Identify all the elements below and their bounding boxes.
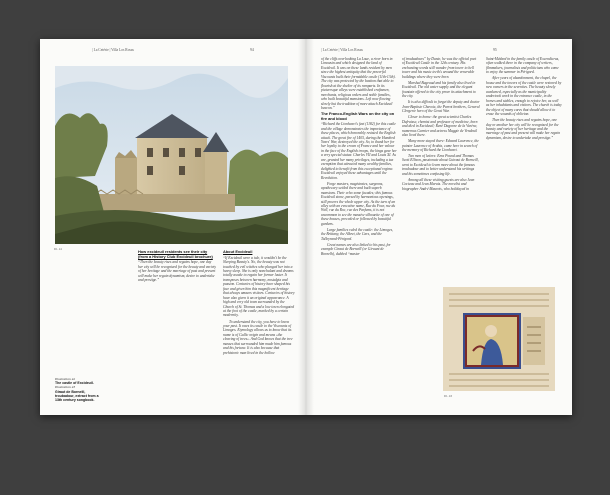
photo-caption: Ill. 41 [54, 247, 63, 251]
rcol2-paragraph-7: Among all these visiting guests are also Jean Cocteau and Jean Marais. The novelist and biographer André Maurois, who holidayed in [402, 177, 475, 191]
right-running-header: | La Cetérie | Villa Los Rosas [321, 48, 363, 52]
rcol1-paragraph-3: Forge masters, magistrates, surgeons, apothecary settled there and built superb mansions. Their echo some facades; this famous Excideuil stone, parsed by harmonious openings, still powers the whole upper city. As the turn of an alley with an evocative name, Rue du Four, rue du Well, rue du Roc, rue des Parfums, it is not uncommon to see the massive silhouette of one of these houses, preceded or followed by beautiful gardens. [321, 181, 396, 226]
left-page-number: 94 [250, 48, 254, 52]
col1-heading: How excideuil residents see their city (from a History Club Excideuil brochure) [138, 249, 213, 259]
rcol2-paragraph-4: Closer to home: the great scientist Charles Dufraisse, chemist and professor of medicine, born and died in Excideuil; René Dagorne de la Varène, numerous Garnier and actress Maggie de Vendeuil also lived there. [402, 115, 478, 138]
illustration-sidebar [55, 377, 99, 402]
rcol1-paragraph-1: of the cliffs overlooking La Loue, a river born in Limousin and which designed the land of Excideuil. It was on these lands resident by men since the highest antiquity that the powerful Viscounts built their formidable castle (11th-13th). The city was protected by the bastion that able to flourish at the shelter of its ramparts. In its picturesque alleys were established craftsmen, merchants, religious orders and noble families, who built beautiful mansions. Left now flowing slowly but the tradition of more attach Excideuil beacon.” [321, 57, 396, 110]
rcol2-paragraph-3: It is also difficult to forget the deputy and doctor Jean-Baptiste Chavoix, the Parrot brothers, General Clergerie hero of the Great War. [402, 100, 480, 114]
castle-photo-graphic [55, 66, 288, 244]
col2-paragraph-1: “If Excideuil were a tale, it wouldn't be the Sleeping Beauty's. No, the beauty was not touched by evil witches who plunged her into a heavy sleep. She is only nonchalant and dreams totally awake to regain her former luster. It transposes between harmony, nostalgia and passion. Centuries of history have shaped his face and given him this magnificent heritage that always amazes visitors. Centuries of history have also given it an original appearance. A high and very old town surrounded by the Church of St. Thomas and a low town elongated at the foot of the castle, marked by a certain modernity. [223, 255, 295, 318]
left-running-header: | La Cetérie | Villa Los Rosas [92, 48, 134, 52]
rcol2-paragraph-6: Two men of letters: Ezra Pound and Thomas Scott Ellison, passionate about Guiraut de Borneill, went to Excideuil to learn more about the famous troubadour and to better understand his writings and his sometimes confusing life. [402, 154, 479, 176]
manuscript-miniature-graphic [443, 287, 555, 391]
rcol3-paragraph-2: After years of abandonment, the chapel, the house and the towers of the castle were restored by new owners in the seventies. The beauty slowly awakened, especially as the municipality undertook work in the entrance castle, in the horses and stables, enough to rejoice her, as well as her inhabitants and visitors. The church is today the object of many cares that should allow it to erase the wounds of oblivion. [486, 76, 562, 117]
rcol2-paragraph-5: Many more stayed there: Edward Lawrence, the painter Laurence of Arabia, came here in search of the memory of Richard the Lionheart. [402, 139, 479, 152]
right-column-1 [321, 57, 397, 258]
left-column-1 [138, 250, 216, 284]
sidebar-label: Illustration 42 [55, 377, 76, 381]
book-spread [40, 39, 572, 415]
right-page-number: 95 [493, 48, 497, 52]
sidebar-description: Giraut de Borneill, troubadour, extract from a 13th century songbook. [55, 389, 99, 403]
col1-paragraph-1: “Then the beauty rises and regains hope, one day her city will be recognized for the beauty and variety of her heritage and the marriage of past and present will make her regain dynamism, desire to undertake and prestige.” [138, 260, 216, 282]
left-column-2 [223, 250, 295, 357]
rcol2-paragraph-1: of troubadours” by Dante, he was the official poet of Excideuil Castle in the 12th century. His enchanting words still wander from tower to bell tower and his music teeth's around the venerable buildings where they were born. [402, 57, 477, 79]
right-column-3 [486, 57, 562, 142]
rcol1-paragraph-5: Great names are also linked to his past, for example Giraut de Borneill (or Giraunt de Bornelh), dubbed “master [321, 242, 391, 256]
sidebar-title: The castle of Excideuil. [55, 381, 94, 386]
col2-heading: About Excideuil [223, 249, 253, 254]
castle-photo [55, 66, 288, 244]
right-page [306, 39, 572, 415]
rcol3-paragraph-3: Then the beauty rises and regains hope, one day or another her city will be recognized for the beauty and variety of her heritage and the marriage of past and present will make her regain dynamism, desire to undertake and prestige.” [486, 118, 561, 140]
left-page [40, 39, 306, 415]
rcol3-paragraph-1: Saint-Médard in the family castle of Excendicras, often walked there in the company of writers, filmmakers, journalists and politicians who came to enjoy the summer in Périgord. [486, 57, 560, 75]
rcol1-paragraph-2: “Richard the Lionheart's feat (1182) for this castle and the village demonstrates the importance of these places, which honorably resisted the English attack. The great fire of 1405, during the Hundred Years' War, destroyed the city. So, to thank her for her loyalty to the crown of France and her valour in the face of the English troops, the kings gave her a very special status: Charles VII and Louis XI. As are, granted her many privileges, including a tax exemption that attracted many wealthy families, delighted to benefit from this exceptional regime. Excideuil enjoyed these advantages until the Revolution. [321, 122, 397, 180]
right-column-2 [402, 57, 480, 193]
rcol1-heading: The Franco-English Wars on the city on fire and blood [321, 111, 395, 121]
rcol1-paragraph-4: Large families ruled the castle: the Limoges, the Brittany, the Albret, the Cars, and the Talleyrand-Périgord. [321, 227, 393, 241]
rcol2-paragraph-2: Marshal Bugeaud and his family also lived in Excideuil. The old water supply and the elegant fountain offered to the city prove its attachment to the city. [402, 80, 476, 99]
miniature-caption: Ill. 43 [444, 394, 453, 398]
manuscript-miniature [443, 287, 555, 391]
sidebar-label-2: Illustration 43 [55, 385, 76, 390]
col2-paragraph-2: To understand the city, you have to know your past. It owes its castle to the Viscounts of Limoges. Etymology allows us to know that its name is of Gallic origin and means «the clearing of trees». And God knows that the tree masses that surrounded him made him famous and his fortune. It is also because that prehistoric man lived in the hollow [223, 319, 293, 355]
